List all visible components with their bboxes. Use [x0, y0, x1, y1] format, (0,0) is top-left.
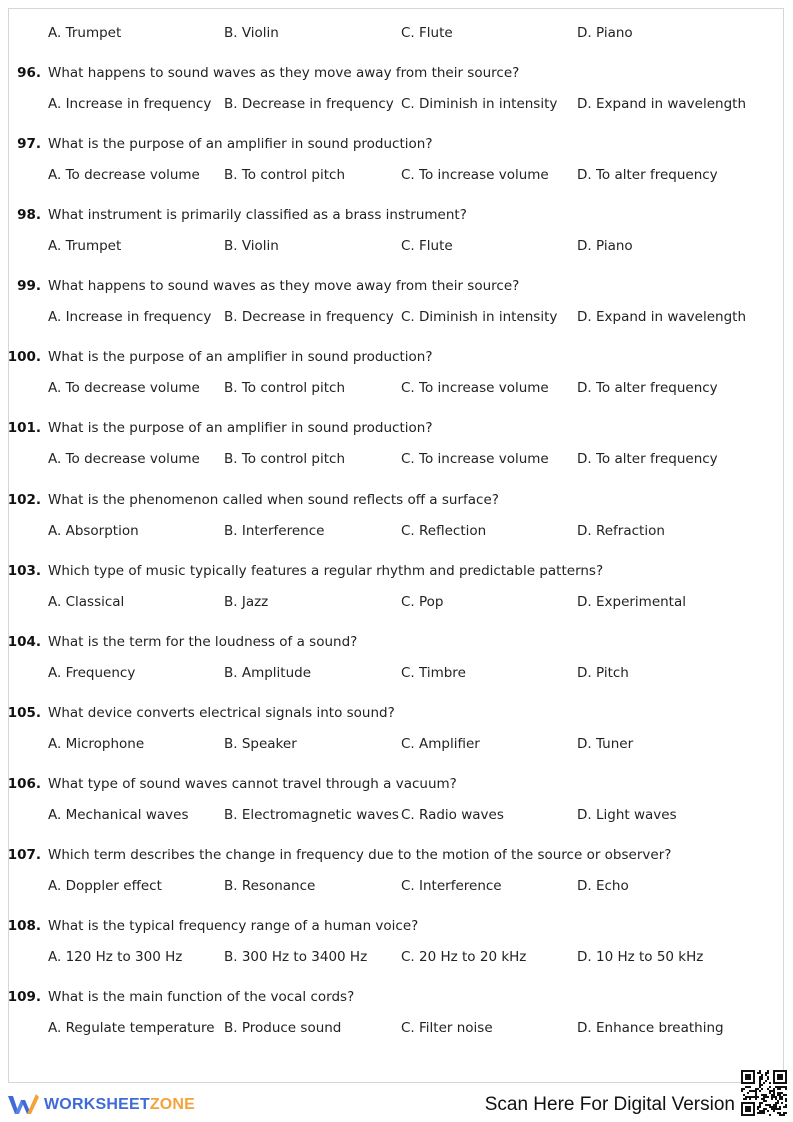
- question-number: 108.: [7, 918, 41, 935]
- option-d[interactable]: D. Refraction: [577, 522, 665, 539]
- footer: [0, 1084, 793, 1122]
- option-b[interactable]: B. Interference: [224, 522, 325, 539]
- question-block: [0, 634, 793, 705]
- option-c[interactable]: C. To increase volume: [401, 167, 549, 184]
- question-text: What happens to sound waves as they move away from their source?: [48, 278, 520, 295]
- question-block: [0, 65, 793, 136]
- option-a[interactable]: A. Frequency: [48, 664, 136, 681]
- option-a[interactable]: A. Doppler effect: [48, 878, 162, 895]
- question-text: Which term describes the change in frequency due to the motion of the source or observer?: [48, 847, 672, 864]
- question-text: What is the typical frequency range of a human voice?: [48, 918, 419, 935]
- options-row: [48, 380, 768, 396]
- option-c[interactable]: C. Diminish in intensity: [401, 96, 558, 112]
- logo-word-worksheet: WORKSHEET: [44, 1096, 150, 1113]
- option-c[interactable]: C. Filter noise: [401, 1020, 493, 1037]
- option-c[interactable]: C. Reflection: [401, 522, 487, 539]
- options-row: [48, 665, 768, 681]
- option-b[interactable]: B. Speaker: [224, 735, 297, 752]
- option-a[interactable]: A. Absorption: [48, 522, 139, 539]
- option-d[interactable]: D. To alter frequency: [577, 380, 718, 397]
- question-text: What instrument is primarily classified as a brass instrument?: [48, 207, 467, 224]
- option-a[interactable]: A. 120 Hz to 300 Hz: [48, 949, 183, 966]
- option-b[interactable]: B. To control pitch: [224, 451, 346, 468]
- option-b[interactable]: B. 300 Hz to 3400 Hz: [224, 949, 368, 966]
- option-b[interactable]: B. Decrease in frequency: [224, 96, 394, 112]
- option-a[interactable]: A. Mechanical waves: [48, 806, 189, 823]
- qr-code-icon[interactable]: [741, 1070, 787, 1116]
- option-c[interactable]: C. Radio waves: [401, 806, 504, 823]
- question-number: 101.: [7, 420, 41, 437]
- options-row: [48, 96, 768, 112]
- option-d[interactable]: D. Expand in wavelength: [577, 309, 746, 326]
- question-block: [0, 776, 793, 847]
- option-d[interactable]: D. Piano: [577, 25, 633, 41]
- option-d[interactable]: D. To alter frequency: [577, 167, 718, 184]
- option-d[interactable]: D. Pitch: [577, 664, 629, 681]
- question-number: 99.: [17, 278, 41, 295]
- option-b[interactable]: B. To control pitch: [224, 167, 346, 184]
- question-number: 107.: [7, 847, 41, 864]
- question-list: [0, 65, 793, 1060]
- option-a[interactable]: A. Classical: [48, 593, 125, 610]
- options-row: [48, 1020, 768, 1036]
- option-a[interactable]: A. Regulate temperature: [48, 1020, 215, 1037]
- question-block: [0, 492, 793, 563]
- question-text: What is the phenomenon called when sound reflects off a surface?: [48, 491, 499, 508]
- option-d[interactable]: D. Enhance breathing: [577, 1020, 724, 1037]
- option-b[interactable]: B. Electromagnetic waves: [224, 806, 399, 823]
- option-d[interactable]: D. Light waves: [577, 806, 677, 823]
- question-block: [0, 705, 793, 776]
- options-row: [48, 451, 768, 467]
- option-c[interactable]: C. Flute: [401, 238, 453, 255]
- options-row: [48, 736, 768, 752]
- question-text: What happens to sound waves as they move away from their source?: [48, 65, 520, 81]
- question-number: 100.: [7, 349, 41, 366]
- worksheetzone-logo-icon: [6, 1092, 40, 1118]
- question-number: 106.: [7, 775, 41, 792]
- option-d[interactable]: D. Experimental: [577, 593, 687, 610]
- question-text: Which type of music typically features a regular rhythm and predictable patterns?: [48, 562, 604, 579]
- worksheetzone-logo[interactable]: [6, 1092, 195, 1118]
- options-row: [48, 949, 768, 965]
- option-c[interactable]: C. Interference: [401, 878, 502, 895]
- option-a[interactable]: A. To decrease volume: [48, 167, 200, 184]
- option-c[interactable]: C. Amplifier: [401, 735, 480, 752]
- question-block: [0, 420, 793, 491]
- question-number: 96.: [17, 65, 41, 81]
- option-a[interactable]: A. To decrease volume: [48, 451, 200, 468]
- option-a[interactable]: A. To decrease volume: [48, 380, 200, 397]
- options-row: [48, 523, 768, 539]
- option-b[interactable]: B. To control pitch: [224, 380, 346, 397]
- option-d[interactable]: D. Expand in wavelength: [577, 96, 746, 112]
- question-block: [0, 278, 793, 349]
- question-block: [0, 207, 793, 278]
- question-text: What is the purpose of an amplifier in sound production?: [48, 420, 433, 437]
- logo-text: [44, 1096, 195, 1114]
- question-number: 102.: [7, 491, 41, 508]
- question-block: [0, 349, 793, 420]
- question-block: [0, 847, 793, 918]
- option-c[interactable]: C. To increase volume: [401, 380, 549, 397]
- question-number: 104.: [7, 633, 41, 650]
- option-c[interactable]: C. Pop: [401, 593, 444, 610]
- scan-text: Scan Here For Digital Version: [484, 1094, 735, 1115]
- options-row: [48, 167, 768, 183]
- option-d[interactable]: D. To alter frequency: [577, 451, 718, 468]
- options-row: [48, 807, 768, 823]
- question-block: [0, 136, 793, 207]
- options-row: [48, 309, 768, 325]
- question-text: What is the term for the loudness of a sound?: [48, 633, 358, 650]
- option-a[interactable]: A. Trumpet: [48, 25, 122, 41]
- question-text: What is the purpose of an amplifier in sound production?: [48, 136, 433, 153]
- option-a[interactable]: A. Trumpet: [48, 238, 122, 255]
- option-b[interactable]: B. Violin: [224, 25, 279, 41]
- option-c[interactable]: C. 20 Hz to 20 kHz: [401, 949, 527, 966]
- options-row: [48, 238, 768, 254]
- option-d[interactable]: D. Piano: [577, 238, 633, 255]
- option-c[interactable]: C. Diminish in intensity: [401, 309, 558, 326]
- question-number: 103.: [7, 562, 41, 579]
- option-d[interactable]: D. Echo: [577, 878, 629, 895]
- option-b[interactable]: B. Jazz: [224, 593, 269, 610]
- question-text: What is the main function of the vocal cords?: [48, 989, 355, 1006]
- option-b[interactable]: B. Resonance: [224, 878, 316, 895]
- option-c[interactable]: C. To increase volume: [401, 451, 549, 468]
- question-number: 109.: [7, 989, 41, 1006]
- logo-word-zone: ZONE: [149, 1096, 196, 1113]
- option-b[interactable]: B. Produce sound: [224, 1020, 342, 1037]
- question-text: What type of sound waves cannot travel through a vacuum?: [48, 775, 457, 792]
- option-d[interactable]: D. Tuner: [577, 735, 634, 752]
- options-row: [48, 878, 768, 894]
- options-row: [48, 594, 768, 610]
- question-number: 98.: [17, 207, 41, 224]
- option-a[interactable]: A. Microphone: [48, 735, 145, 752]
- question-number: 97.: [17, 136, 41, 153]
- option-a[interactable]: A. Increase in frequency: [48, 309, 212, 326]
- first-options-row: [48, 25, 768, 41]
- question-block: [0, 918, 793, 989]
- question-text: What device converts electrical signals into sound?: [48, 704, 395, 721]
- option-c[interactable]: C. Timbre: [401, 664, 466, 681]
- question-block: [0, 563, 793, 634]
- option-c[interactable]: C. Flute: [401, 25, 453, 41]
- option-b[interactable]: B. Violin: [224, 238, 279, 255]
- question-number: 105.: [7, 704, 41, 721]
- option-b[interactable]: B. Decrease in frequency: [224, 309, 394, 326]
- question-text: What is the purpose of an amplifier in sound production?: [48, 349, 433, 366]
- option-b[interactable]: B. Amplitude: [224, 664, 312, 681]
- option-d[interactable]: D. 10 Hz to 50 kHz: [577, 949, 704, 966]
- question-block: [0, 989, 793, 1060]
- option-a[interactable]: A. Increase in frequency: [48, 96, 212, 112]
